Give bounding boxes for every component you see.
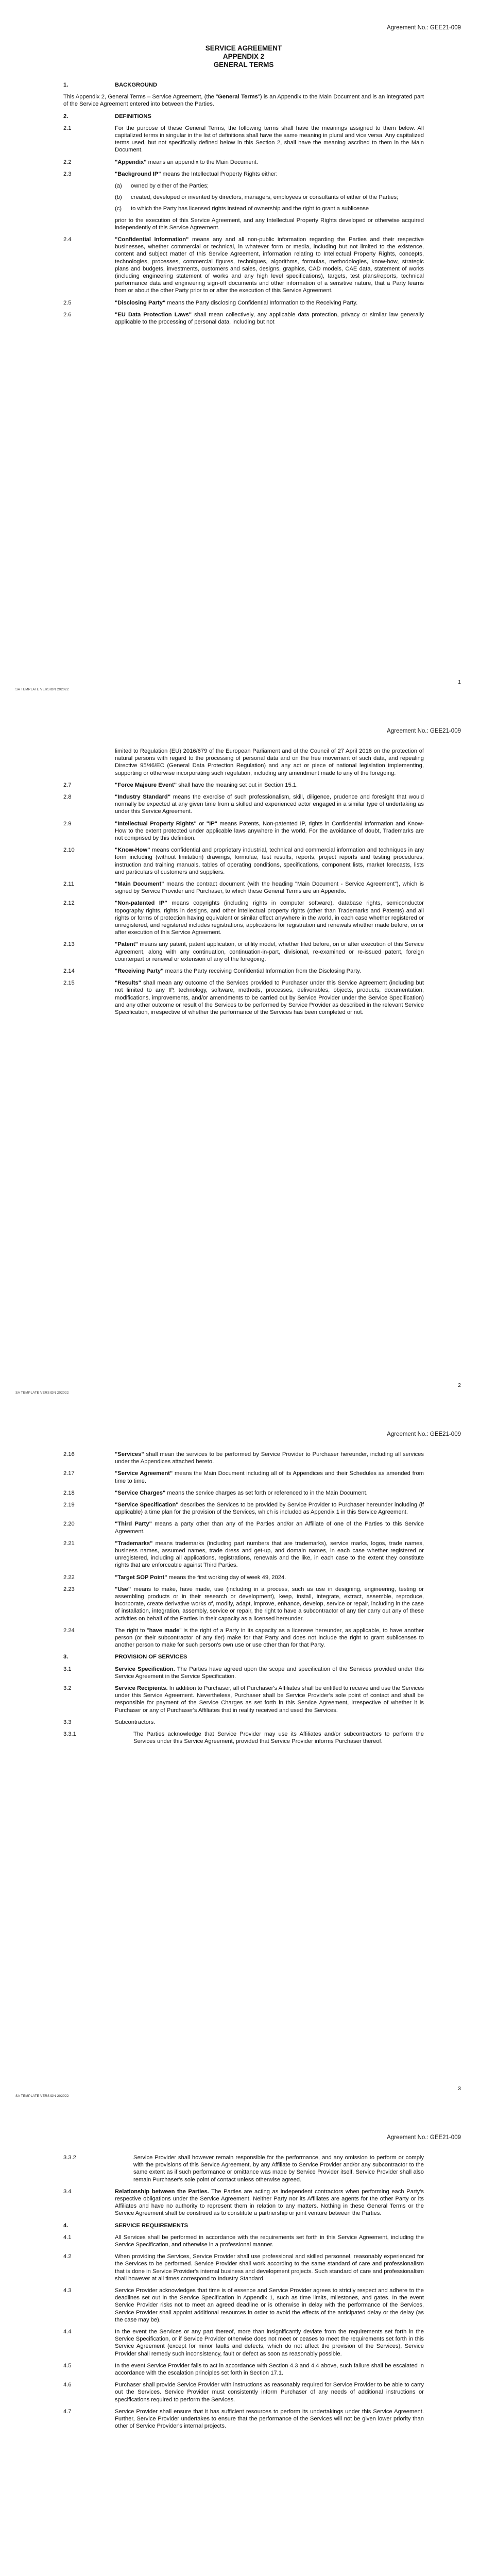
clause-2-2: 2.2 "Appendix" means an appendix to the Main Document. xyxy=(63,159,258,165)
list-item: (c) to which the Party has licensed rights instead of ownership and the right to grant a sublicense xyxy=(115,206,369,212)
clause-3-4: 3.4 Relationship between the Parties. The Parties are acting as independent contractors when performing each Party's respective obligations under the Service Agreement. Neither Party nor its Affiliates are agents for the other Party or its Affiliates and have no authority to represent them in relation to any matters. Nothing in these General Terms or the Service Agreement shall be construed as to constitute a partnership or joint venture between the Parties. xyxy=(63,2188,424,2217)
page-4-content xyxy=(63,2154,424,2435)
document-title xyxy=(63,44,424,69)
clause-2-14: 2.14 "Receiving Party" means the Party receiving Confidential Information from the Disclosing Party. xyxy=(63,968,362,975)
clause-2-17: 2.17 "Service Agreement" means the Main Document including all of its Appendices and their Schedules as amended from time to time. xyxy=(63,1470,424,1484)
clause-2-8: 2.8 "Industry Standard" means the exercise of such professionalism, skill, diligence, prudence and foresight that would normally be expected at any given time from a skilled and experienced actor engaged in a similar type of undertaking as under this Service Agreement. xyxy=(63,794,424,815)
clause-3-3: 3.3 Subcontractors. xyxy=(63,1719,156,1725)
page-number: 1 xyxy=(458,679,461,685)
clause-4-4: 4.4 In the event the Services or any part thereof, more than insignificantly deviate from the requirements set forth in the Service Specification, or if Service Provider otherwise does not meet or ceases to meet the requirements set forth in this Service Agreement (except for minor faults and defects, which do not affect the provision of the Services), Service Provider shall remedy such inconsistency, fault or defect as soon as reasonably possible. xyxy=(63,2329,424,2357)
list-item: (b) created, developed or invented by directors, managers, employees or consultants of either of the Parties; xyxy=(115,194,399,201)
clause-2-22: 2.22 "Target SOP Point" means the first working day of week 49, 2024. xyxy=(63,1574,286,1581)
document-page-4 xyxy=(0,2110,497,2576)
clause-4-5: 4.5 In the event Service Provider fails to act in accordance with Section 4.3 and 4.4 above, such failure shall be escalated in accordance with the escalation principles set forth in Section 17.1. xyxy=(63,2362,424,2377)
clause-3-2: 3.2 Service Recipients. In addition to Purchaser, all of Purchaser's Affiliates shall be entitled to receive and use the Services under this Service Agreement. Nevertheless, Purchaser shall be Service Provider's sole point of contact and shall be responsible for payment of the Service Charges as set forth in this Service Agreement, irrespective of whether it is Purchaser or any of Purchaser's Affiliates that in reality received and used the Services. xyxy=(63,1685,424,1714)
page-3-content xyxy=(63,1451,424,1750)
clause-2-24: 2.24 The right to "have made" is the right of a Party in its capacity as a licensee hereunder, as applicable, to have another person (or their subcontractor of any tier) make for that Party and does not include the right to grant sublicenses to another person to make for such person's own use or use other than for that Party. xyxy=(63,1627,424,1649)
page-2-content xyxy=(63,748,424,1021)
clause-2-23: 2.23 "Use" means to make, have made, use (including in a process, such as use in designing, engineering, testing or assembling products or in their research or development), keep, install, integrate, extract, assemble, reproduce, incorporate, create derivative works of, modify, adapt, improve, enhance, develop, service or repair, including in the case of installation, integration, assembly, service or repair, the right to have a subcontractor of any tier carry out any of these activities on behalf of the Parties in their capacity as a licensed hereunder. xyxy=(63,1586,424,1622)
clause-2-13: 2.13 "Patent" means any patent, patent application, or utility model, whether filed before, on or after execution of this Service Agreement, along with any continuation, continuation-in-part, divisional, re-examined or re-issued patent, foreign counterpart or renewal or extension of any of the foregoing. xyxy=(63,941,424,962)
document-page-2 xyxy=(0,703,497,1406)
section-heading-service-requirements: 4. SERVICE REQUIREMENTS xyxy=(63,2222,188,2229)
footer-template-version: SA TEMPLATE VERSION 202022 xyxy=(15,688,69,691)
agreement-number: Agreement No.: GEE21-009 xyxy=(387,728,461,734)
clause-2-6-continued: limited to Regulation (EU) 2016/679 of the European Parliament and of the Council of 27 April 2016 on the protection of natural persons with regard to the processing of personal data and on the free movement of such data, and repealing Directive 95/46/EC (General Data Protection Regulation) and any act or piece of national legislation implementing, supporting or otherwise incorporating such regulation, including any amendment made to any of the foregoing. xyxy=(115,748,424,776)
section-heading-provision-of-services: 3. PROVISION OF SERVICES xyxy=(63,1654,187,1660)
clause-2-19: 2.19 "Service Specification" describes the Services to be provided by Service Provider to Purchaser hereunder including (if applicable) a time plan for the provision of the Services, which is included as Appendix 1 in this Service Agreement. xyxy=(63,1502,424,1516)
page-1-content xyxy=(63,44,424,330)
document-page-3 xyxy=(0,1406,497,2110)
background-paragraph: This Appendix 2, General Terms – Service Agreement, (the "General Terms") is an Appendix to the Main Document and is an integrated part of the Service Agreement entered into between the Parties. xyxy=(63,94,424,108)
document-page-1 xyxy=(0,0,497,703)
clause-2-5: 2.5 "Disclosing Party" means the Party disclosing Confidential Information to the Receiving Party. xyxy=(63,299,358,306)
clause-3-1: 3.1 Service Specification. The Parties have agreed upon the scope and specification of the Services provided under this Service Agreement in the Service Specification. xyxy=(63,1666,424,1680)
clause-2-16: 2.16 "Services" shall mean the services to be performed by Service Provider to Purchaser hereunder, including all services under the Appendices attached hereto. xyxy=(63,1451,424,1465)
clause-4-7: 4.7 Service Provider shall ensure that it has sufficient resources to perform its undertakings under this Service Agreement. Further, Service Provider undertakes to ensure that the performance of the Services will not be given lower priority than other of Service Provider's internal projects. xyxy=(63,2408,424,2430)
clause-4-3: 4.3 Service Provider acknowledges that time is of essence and Service Provider agrees to strictly respect and adhere to the deadlines set out in the Service Specification in Appendix 1, such as time limits, milestones, and gates. In the event Service Provider risks not to meet an agreed deadline or is otherwise in delay with the performance of the Services, Service Provider shall appoint additional resources in order to avoid the effects of the anticipated delay or the delay (as the case may be). xyxy=(63,2287,424,2323)
clause-2-10: 2.10 "Know-How" means confidential and proprietary industrial, technical and commercial information and techniques in any form including (without limitation) drawings, formulae, test results, reports, project reports and testing procedures, instruction and training manuals, tables of operating conditions, specifications, component lists, market forecasts, lists and particulars of customers and suppliers. xyxy=(63,847,424,875)
clause-2-4: 2.4 "Confidential Information" means any and all non-public information regarding the Parties and their respective businesses, whether commercial or technical, in whatever form or media, including but not limited to the existence, content and subject matter of this Service Agreement, information relating to Intellectual Property Rights, concepts, technologies, processes, commercial figures, techniques, algorithms, formulas, methodologies, know-how, strategic plans and budgets, investments, customers and sales, designs, graphics, CAD models, CAE data, statement of works (including engineering statement of works and any high level specifications), targets, test plans/reports, technical performance data and engineering sign-off documents and other information of a sensitive nature, that a Party learns from or about the other Party prior to or after the execution of this Service Agreement. xyxy=(63,236,424,294)
section-heading-definitions: 2. DEFINITIONS xyxy=(63,113,151,120)
clause-3-3-2: 3.3.2 Service Provider shall however remain responsible for the performance, and any omission to perform or comply with the provisions of this Service Agreement, by any Affiliate to Service Provider and/or any subcontractor to the same extent as if such performance or omittance was made by Service Provider itself. Service Provider shall also remain Purchaser's sole point of contact unless otherwise agreed. xyxy=(63,2155,424,2183)
clause-4-6: 4.6 Purchaser shall provide Service Provider with instructions as reasonably required for Service Provider to be able to carry out the Services. Service Provider must consistently inform Purchaser of any needs of additional instructions or specifications required to perform the Services. xyxy=(63,2382,424,2403)
clause-2-3-tail: prior to the execution of this Service Agreement, and any Intellectual Property Rights developed or otherwise acquired independently of this Service Agreement. xyxy=(115,217,424,231)
title-line: GENERAL TERMS xyxy=(213,61,274,69)
clause-4-1: 4.1 All Services shall be performed in accordance with the requirements set forth in this Service Agreement, including the Service Specification, and otherwise in a professional manner. xyxy=(63,2234,424,2248)
clause-4-2: 4.2 When providing the Services, Service Provider shall use professional and skilled personnel, reasonably experienced for the Services to be performed. Service Provider shall work according to the same standard of care and professionalism that is done in Service Provider's internal business and development projects. Such standard of care and professionalism shall however at all times correspond to Industry Standard. xyxy=(63,2253,424,2282)
agreement-number: Agreement No.: GEE21-009 xyxy=(387,2134,461,2141)
page-number: 3 xyxy=(458,2086,461,2092)
clause-2-9: 2.9 "Intellectual Property Rights" or "IP" means Patents, Non-patented IP, rights in Confidential Information and Know-How to the extent protected under applicable laws anywhere in the world. For the avoidance of doubt, Trademarks are not comprised by this definition. xyxy=(63,820,424,842)
title-line: APPENDIX 2 xyxy=(222,53,265,60)
clause-2-12: 2.12 "Non-patented IP" means copyrights (including rights in computer software), database rights, semiconductor topography rights, rights in designs, and other intellectual property rights (other than Trademarks and Patents) and all rights or forms of protection having equivalent or similar effect anywhere in the world, in each case whether registered or unregistered, and registered includes registrations, applications for registration and renewals whether made before, on or after execution of this Service Agreement. xyxy=(63,900,424,936)
title-line: SERVICE AGREEMENT xyxy=(205,44,282,52)
agreement-number: Agreement No.: GEE21-009 xyxy=(387,1431,461,1437)
footer-template-version: SA TEMPLATE VERSION 202022 xyxy=(15,1391,69,1395)
clause-2-21: 2.21 "Trademarks" means trademarks (including part numbers that are trademarks), service marks, logos, trade names, business names, assumed names, trade dress and get-up, and domain names, in each case whether registered or unregistered, including all applications, registrations, renewals and the like, in each case to the extent they constitute rights that are enforceable against Third Parties. xyxy=(63,1540,424,1569)
clause-2-11: 2.11 "Main Document" means the contract document (with the heading "Main Document - Service Agreement"), which is signed by Service Provider and Purchaser, to which these General Terms are an Appendix. xyxy=(63,881,424,895)
clause-3-3-1: 3.3.1 The Parties acknowledge that Service Provider may use its Affiliates and/or subcontractors to perform the Services under this Service Agreement, provided that Service Provider informs Purchaser thereof. xyxy=(63,1731,424,1745)
clause-2-1: 2.1 For the purpose of these General Terms, the following terms shall have the meanings assigned to them below. All capitalized terms in singular in the list of definitions shall have the same meaning in plural and vice versa. Any capitalized terms used, but not specifically defined below in this Section 2, shall have the meaning ascribed to them in the Main Document. xyxy=(63,125,424,154)
clause-2-3: 2.3 "Background IP" means the Intellectual Property Rights either: xyxy=(63,171,278,177)
clause-2-15: 2.15 "Results" shall mean any outcome of the Services provided to Purchaser under this Service Agreement (including but not limited to any IP, technology, software, methods, processes, deliverables, objects, products, documentation, modifications, improvements, and/or amendments to be carried out by Service Provider under the Service Specification) and any other outcome or result of the Services to be performed by Service Provider as described in the relevant Service Specification, irrespective of whether the performance of the Services has been completed or not. xyxy=(63,980,424,1016)
agreement-number: Agreement No.: GEE21-009 xyxy=(387,25,461,31)
clause-2-7: 2.7 "Force Majeure Event" shall have the meaning set out in Section 15.1. xyxy=(63,782,298,788)
footer-template-version: SA TEMPLATE VERSION 202022 xyxy=(15,2094,69,2098)
page-number: 2 xyxy=(458,1382,461,1388)
clause-2-20: 2.20 "Third Party" means a party other than any of the Parties and/or an Affiliate of one of the Parties to this Service Agreement. xyxy=(63,1521,424,1535)
clause-2-6: 2.6 "EU Data Protection Laws" shall mean collectively, any applicable data protection, privacy or similar law generally applicable to the processing of personal data, including but not xyxy=(63,311,424,326)
section-heading-background: 1. BACKGROUND xyxy=(63,82,158,88)
list-item: (a) owned by either of the Parties; xyxy=(115,183,209,190)
clause-2-18: 2.18 "Service Charges" means the service charges as set forth or referenced to in the Main Document. xyxy=(63,1489,368,1496)
